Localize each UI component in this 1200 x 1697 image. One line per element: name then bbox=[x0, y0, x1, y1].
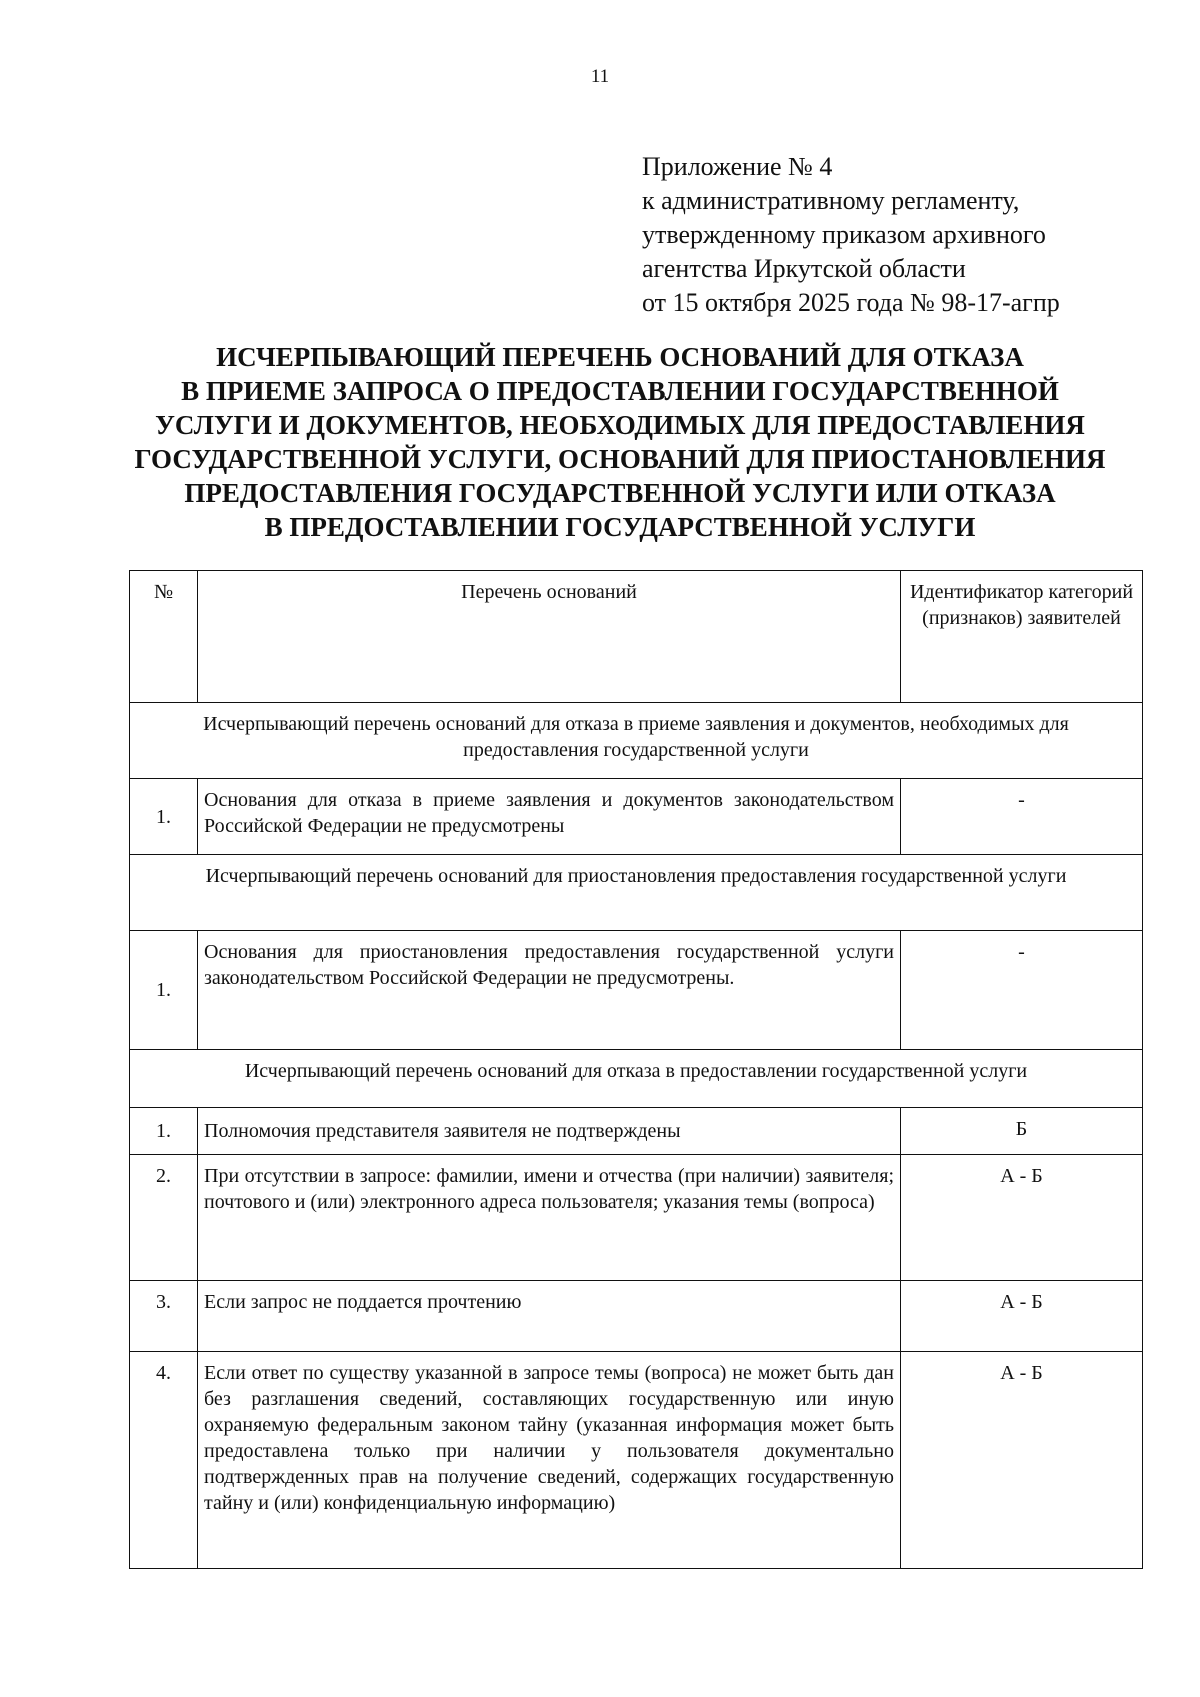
appendix-line: Приложение № 4 bbox=[642, 152, 833, 181]
title-line: В ПРЕДОСТАВЛЕНИИ ГОСУДАРСТВЕННОЙ УСЛУГИ bbox=[264, 512, 976, 542]
section-row bbox=[130, 855, 1143, 931]
header-identifier: Идентификатор категорий (признаков) заявителей bbox=[901, 571, 1143, 703]
document-title bbox=[0, 340, 1200, 544]
table-row bbox=[130, 1155, 1143, 1281]
page-number: 11 bbox=[590, 66, 610, 87]
row-text: Полномочия представителя заявителя не подтверждены bbox=[198, 1108, 901, 1155]
row-identifier: А - Б bbox=[901, 1281, 1143, 1352]
grounds-table bbox=[129, 570, 1143, 1569]
row-num: 1. bbox=[130, 931, 198, 1050]
section-title: Исчерпывающий перечень оснований для отказа в предоставлении государственной услуги bbox=[130, 1050, 1143, 1108]
table-row bbox=[130, 1352, 1143, 1569]
row-text: Если ответ по существу указанной в запросе темы (вопроса) не может быть дан без разглашения сведений, составляющих государственную или иную охраняемую федеральным законом тайну (указанная информация может быть предоставлена только при наличии у пользователя документально подтвержденных прав на получение сведений, содержащих государственную тайну и (или) конфиденциальную информацию) bbox=[198, 1352, 901, 1569]
row-identifier: А - Б bbox=[901, 1352, 1143, 1569]
header-num: № bbox=[130, 571, 198, 703]
row-num: 1. bbox=[130, 779, 198, 855]
table-header-row bbox=[130, 571, 1143, 703]
row-text: Основания для отказа в приеме заявления и документов законодательством Российской Федерации не предусмотрены bbox=[198, 779, 901, 855]
section-title: Исчерпывающий перечень оснований для отказа в приеме заявления и документов, необходимых для предоставления государственной услуги bbox=[130, 703, 1143, 779]
row-num: 3. bbox=[130, 1281, 198, 1352]
section-row bbox=[130, 1050, 1143, 1108]
row-num: 4. bbox=[130, 1352, 198, 1569]
row-identifier: - bbox=[901, 931, 1143, 1050]
row-identifier: Б bbox=[901, 1108, 1143, 1155]
header-grounds: Перечень оснований bbox=[198, 571, 901, 703]
table-row bbox=[130, 1108, 1143, 1155]
row-text: Если запрос не поддается прочтению bbox=[198, 1281, 901, 1352]
row-text: При отсутствии в запросе: фамилии, имени и отчества (при наличии) заявителя; почтового и (или) электронного адреса пользователя; указания темы (вопроса) bbox=[198, 1155, 901, 1281]
title-line: ИСЧЕРПЫВАЮЩИЙ ПЕРЕЧЕНЬ ОСНОВАНИЙ ДЛЯ ОТКАЗА bbox=[216, 342, 1024, 372]
title-line: ПРЕДОСТАВЛЕНИЯ ГОСУДАРСТВЕННОЙ УСЛУГИ ИЛИ ОТКАЗА bbox=[184, 478, 1056, 508]
row-num: 1. bbox=[130, 1108, 198, 1155]
appendix-line: утвержденному приказом архивного bbox=[642, 220, 1046, 249]
section-title: Исчерпывающий перечень оснований для приостановления предоставления государственной услуги bbox=[130, 855, 1143, 931]
table-row bbox=[130, 1281, 1143, 1352]
row-identifier: А - Б bbox=[901, 1155, 1143, 1281]
appendix-block bbox=[642, 150, 1060, 320]
section-row bbox=[130, 703, 1143, 779]
row-identifier: - bbox=[901, 779, 1143, 855]
appendix-line: агентства Иркутской области bbox=[642, 254, 966, 283]
row-num: 2. bbox=[130, 1155, 198, 1281]
appendix-line: от 15 октября 2025 года № 98-17-агпр bbox=[642, 288, 1060, 317]
title-line: В ПРИЕМЕ ЗАПРОСА О ПРЕДОСТАВЛЕНИИ ГОСУДАРСТВЕННОЙ bbox=[181, 376, 1059, 406]
title-line: УСЛУГИ И ДОКУМЕНТОВ, НЕОБХОДИМЫХ ДЛЯ ПРЕДОСТАВЛЕНИЯ bbox=[155, 410, 1085, 440]
appendix-line: к административному регламенту, bbox=[642, 186, 1020, 215]
title-line: ГОСУДАРСТВЕННОЙ УСЛУГИ, ОСНОВАНИЙ ДЛЯ ПРИОСТАНОВЛЕНИЯ bbox=[134, 444, 1106, 474]
table-row bbox=[130, 779, 1143, 855]
row-text: Основания для приостановления предоставления государственной услуги законодательством Российской Федерации не предусмотрены. bbox=[198, 931, 901, 1050]
table-row bbox=[130, 931, 1143, 1050]
